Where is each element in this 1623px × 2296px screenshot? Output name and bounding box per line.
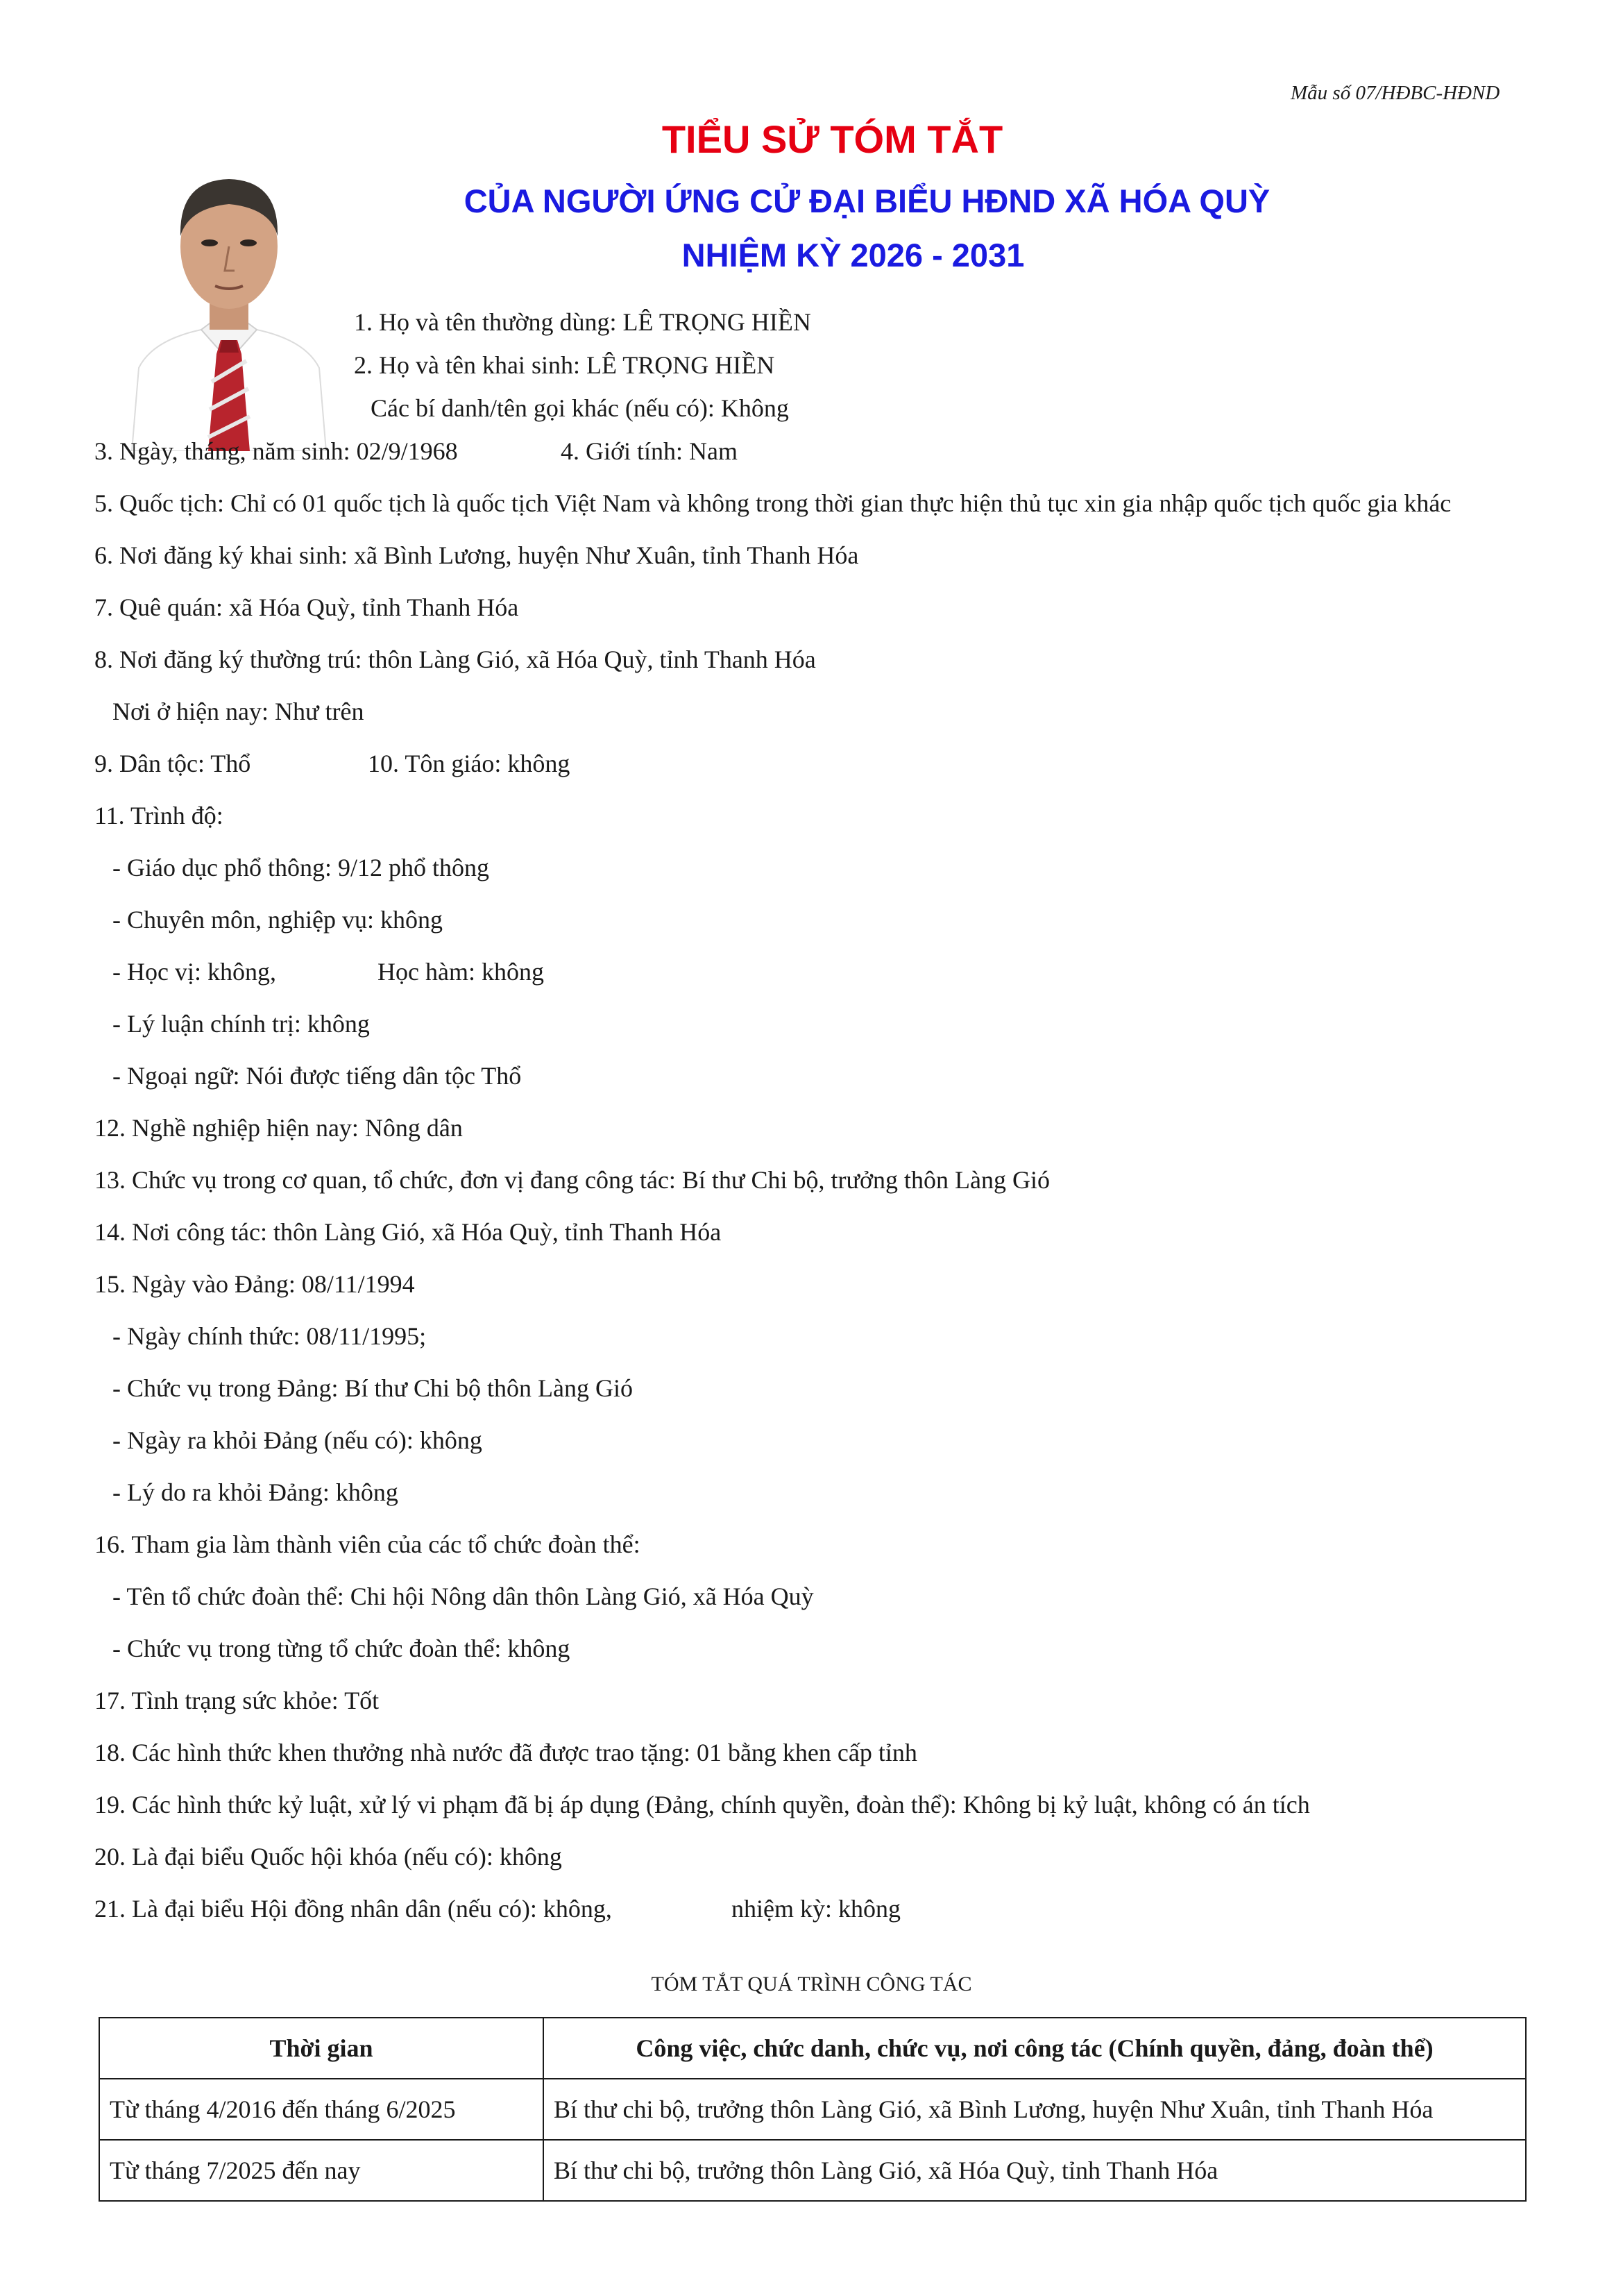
table-cell-work: Bí thư chi bộ, trưởng thôn Làng Gió, xã Bình Lương, huyện Như Xuân, tỉnh Thanh Hóa: [543, 2079, 1526, 2140]
field-peoples-council: 21. Là đại biểu Hội đồng nhân dân (nếu có): không,: [94, 1895, 612, 1923]
field-professional: - Chuyên môn, nghiệp vụ: không: [112, 906, 443, 934]
history-section-title: TÓM TẮT QUÁ TRÌNH CÔNG TÁC: [651, 1973, 972, 1995]
field-ethnicity: 9. Dân tộc: Thổ: [94, 750, 251, 777]
field-gender: 4. Giới tính: Nam: [561, 437, 738, 465]
field-academic-title: Học hàm: không: [377, 958, 544, 986]
table-header-row: [99, 2018, 1526, 2079]
field-permanent-residence: 8. Nơi đăng ký thường trú: thôn Làng Gió, xã Hóa Quỳ, tỉnh Thanh Hóa: [94, 645, 816, 673]
field-health: 17. Tình trạng sức khỏe: Tốt: [94, 1687, 380, 1714]
field-council-term: nhiệm kỳ: không: [731, 1895, 901, 1923]
field-party-join-date: 15. Ngày vào Đảng: 08/11/1994: [94, 1270, 415, 1298]
term-label: NHIỆM KỲ 2026 - 2031: [681, 237, 1025, 273]
field-occupation: 12. Nghề nghiệp hiện nay: Nông dân: [94, 1114, 463, 1142]
page-subtitle: CỦA NGƯỜI ỨNG CỬ ĐẠI BIỂU HĐND XÃ HÓA QUỲ: [464, 183, 1271, 219]
field-common-name: 1. Họ và tên thường dùng: LÊ TRỌNG HIỀN: [354, 308, 811, 336]
field-organization-role: - Chức vụ trong từng tổ chức đoàn thể: không: [112, 1635, 570, 1662]
field-workplace: 14. Nơi công tác: thôn Làng Gió, xã Hóa Quỳ, tỉnh Thanh Hóa: [94, 1218, 722, 1246]
field-general-education: - Giáo dục phổ thông: 9/12 phổ thông: [112, 854, 489, 881]
field-national-assembly: 20. Là đại biểu Quốc hội khóa (nếu có): không: [94, 1843, 562, 1871]
field-birth-registration: 6. Nơi đăng ký khai sinh: xã Bình Lương, huyện Như Xuân, tỉnh Thanh Hóa: [94, 541, 859, 569]
field-nationality: 5. Quốc tịch: Chỉ có 01 quốc tịch là quốc tịch Việt Nam và không trong thời gian thực hiện thủ tục xin gia nhập quốc tịch quốc gia khác: [94, 489, 1452, 517]
field-foreign-language: - Ngoại ngữ: Nói được tiếng dân tộc Thổ: [112, 1062, 522, 1090]
table-row: [99, 2079, 1526, 2140]
field-religion: 10. Tôn giáo: không: [368, 750, 570, 777]
field-education-heading: 11. Trình độ:: [94, 802, 223, 829]
field-birth-date: 3. Ngày, tháng, năm sinh: 02/9/1968: [94, 437, 458, 465]
table-cell-time: Từ tháng 4/2016 đến tháng 6/2025: [99, 2079, 543, 2140]
field-organization-name: - Tên tổ chức đoàn thể: Chi hội Nông dân thôn Làng Gió, xã Hóa Quỳ: [112, 1582, 814, 1610]
table-cell-time: Từ tháng 7/2025 đến nay: [99, 2140, 543, 2201]
field-aliases: Các bí danh/tên gọi khác (nếu có): Không: [371, 394, 789, 422]
table-row: [99, 2140, 1526, 2201]
field-awards: 18. Các hình thức khen thưởng nhà nước đã được trao tặng: 01 bằng khen cấp tỉnh: [94, 1739, 917, 1766]
form-code: Mẫu số 07/HĐBC-HĐND: [1291, 82, 1500, 104]
field-position: 13. Chức vụ trong cơ quan, tổ chức, đơn vị đang công tác: Bí thư Chi bộ, trưởng thôn Làng Gió: [94, 1166, 1050, 1194]
field-birth-name: 2. Họ và tên khai sinh: LÊ TRỌNG HIỀN: [354, 351, 775, 379]
field-party-position: - Chức vụ trong Đảng: Bí thư Chi bộ thôn Làng Gió: [112, 1374, 633, 1402]
field-discipline: 19. Các hình thức kỷ luật, xử lý vi phạm đã bị áp dụng (Đảng, chính quyền, đoàn thể): Không bị kỷ luật, không có án tích: [94, 1791, 1310, 1818]
column-header-time: Thời gian: [99, 2018, 543, 2079]
field-current-residence: Nơi ở hiện nay: Như trên: [112, 698, 364, 725]
table-cell-work: Bí thư chi bộ, trưởng thôn Làng Gió, xã Hóa Quỳ, tỉnh Thanh Hóa: [543, 2140, 1526, 2201]
field-degree: - Học vị: không,: [112, 958, 276, 986]
work-history-table: [99, 2017, 1527, 2202]
field-hometown: 7. Quê quán: xã Hóa Quỳ, tỉnh Thanh Hóa: [94, 593, 519, 621]
page-title: TIỂU SỬ TÓM TẮT: [661, 117, 1003, 161]
field-organizations: 16. Tham gia làm thành viên của các tổ chức đoàn thể:: [94, 1530, 640, 1558]
field-party-exit-date: - Ngày ra khỏi Đảng (nếu có): không: [112, 1426, 482, 1454]
column-header-work: Công việc, chức danh, chức vụ, nơi công tác (Chính quyền, đảng, đoàn thể): [543, 2018, 1526, 2079]
field-party-exit-reason: - Lý do ra khỏi Đảng: không: [112, 1478, 398, 1506]
field-political-theory: - Lý luận chính trị: không: [112, 1010, 370, 1038]
field-party-official-date: - Ngày chính thức: 08/11/1995;: [112, 1322, 427, 1350]
candidate-portrait: [125, 132, 333, 451]
